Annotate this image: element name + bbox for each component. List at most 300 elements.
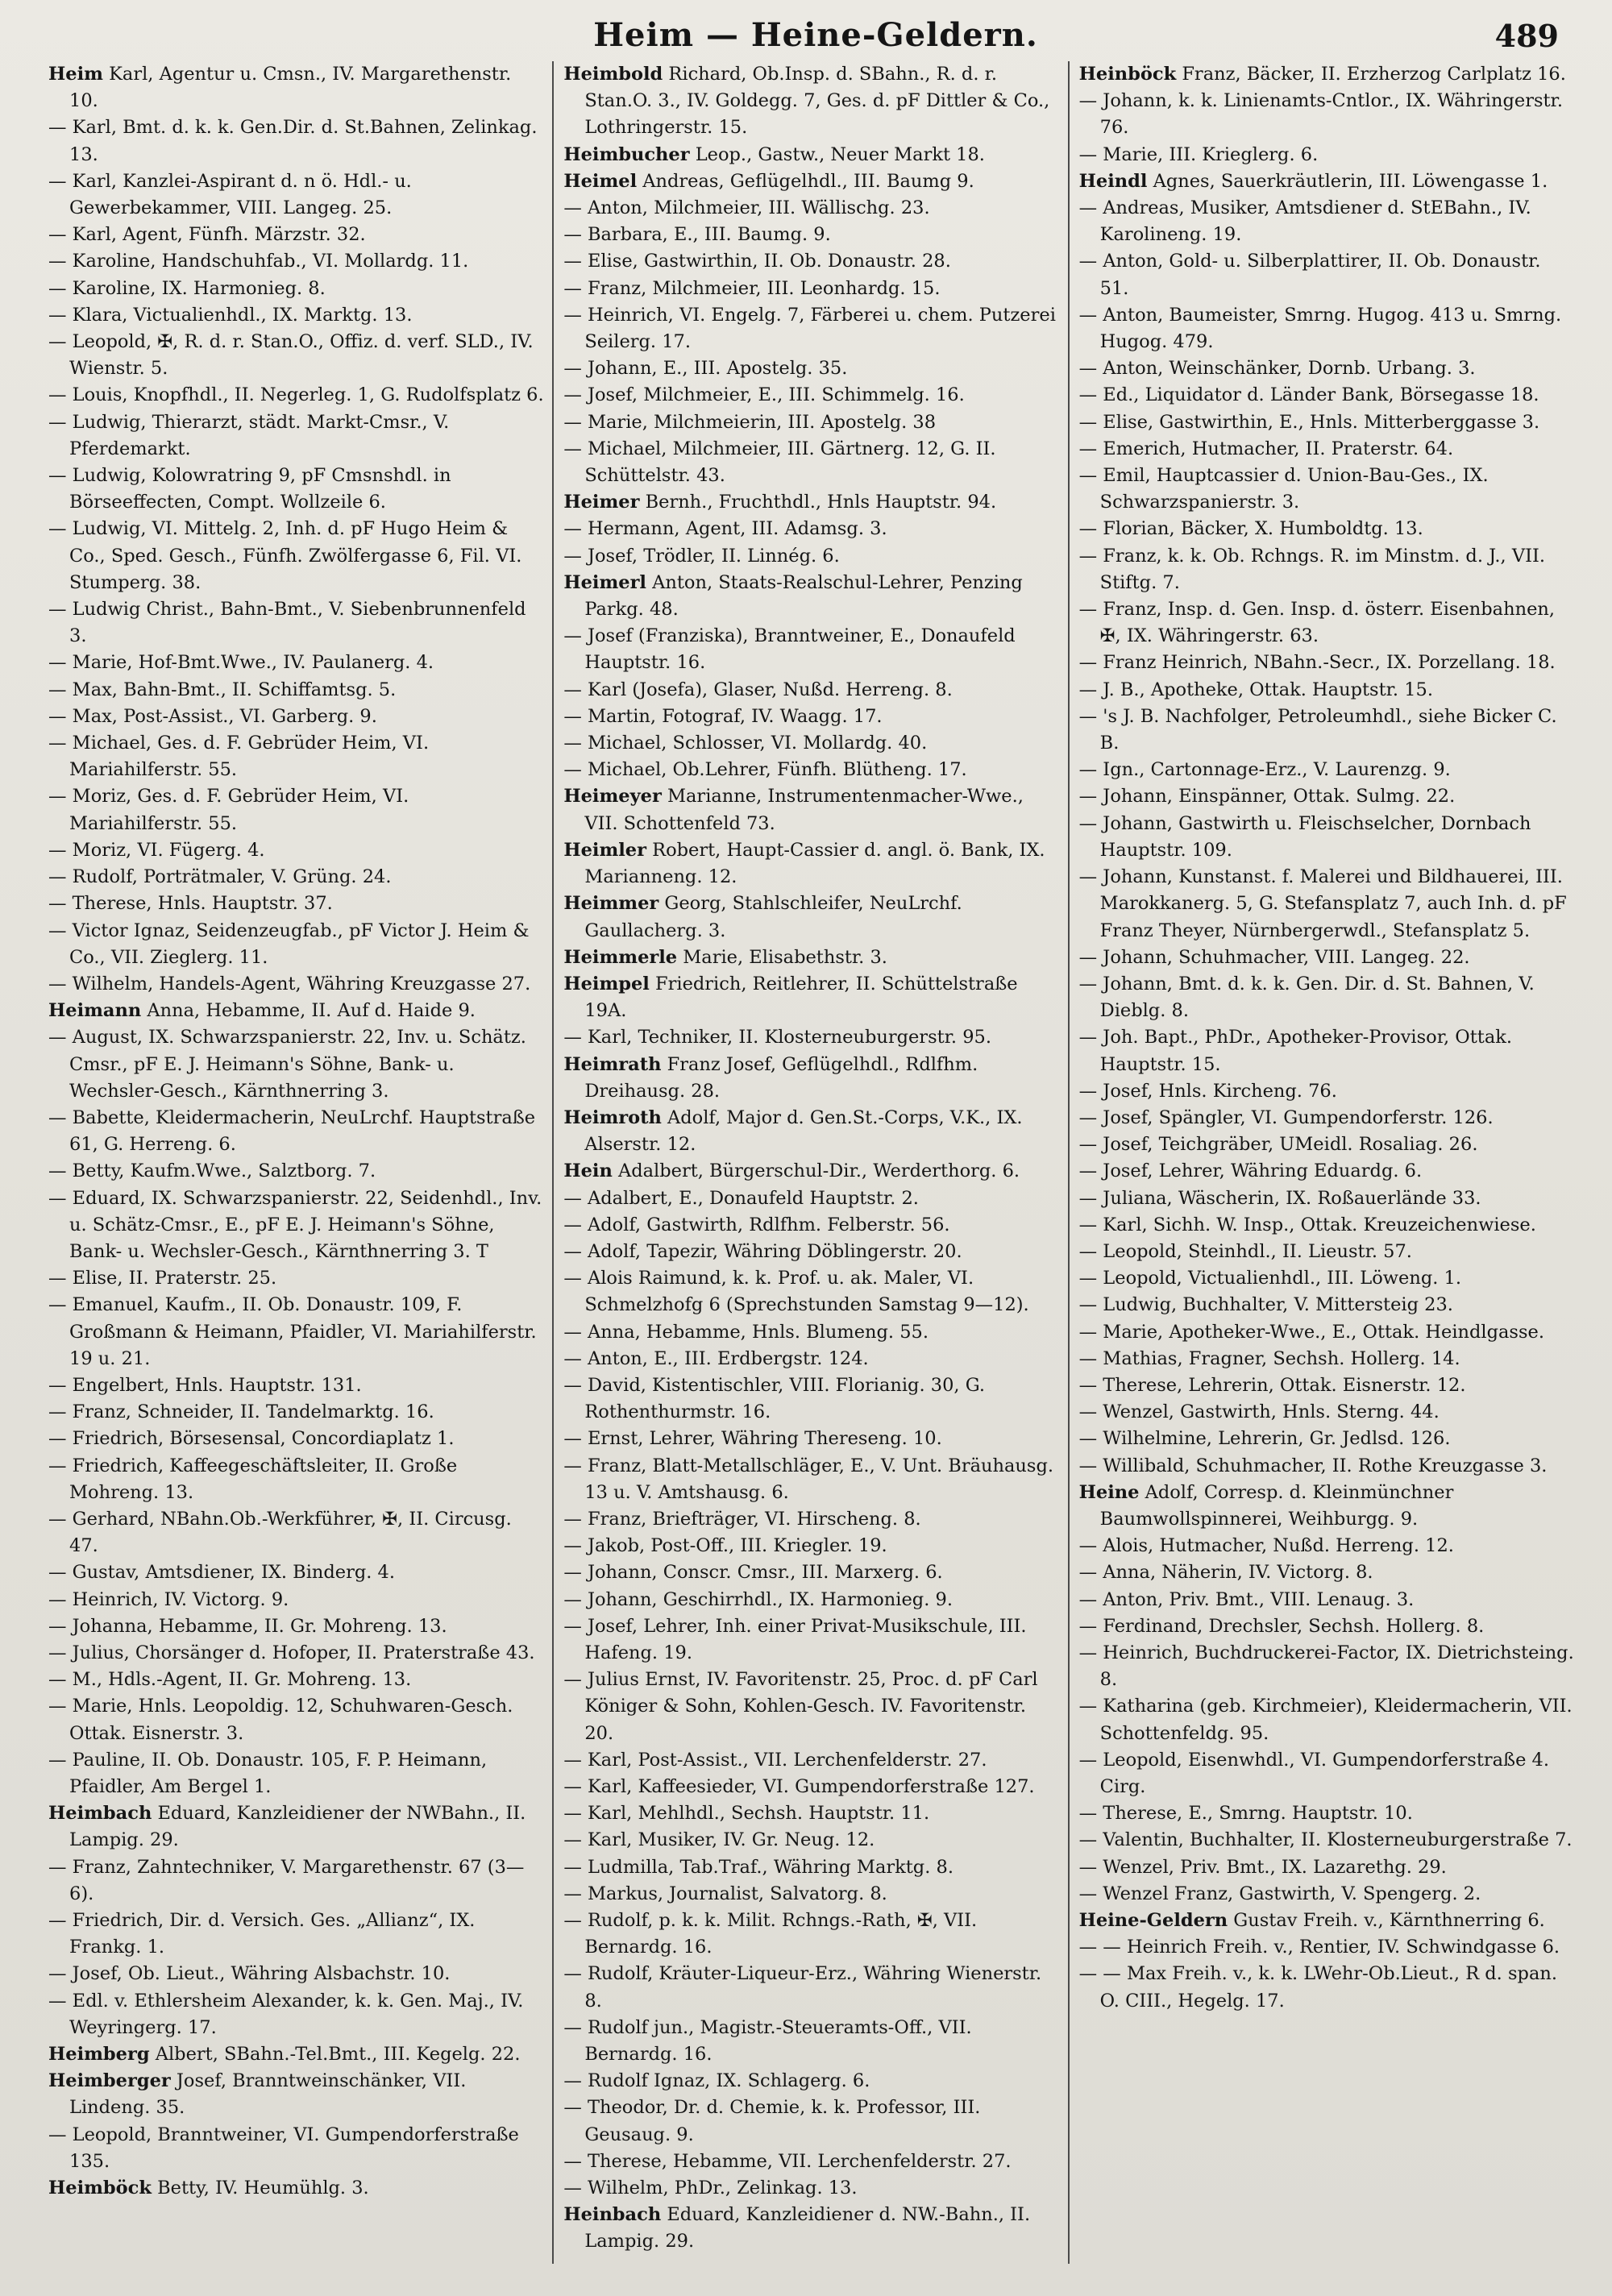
- entry-text: — Michael, Milchmeier, III. Gärtnerg. 12, G. II. Schüttelstr. 43.: [563, 438, 996, 487]
- entry-text: — Therese, Hebamme, VII. Lerchenfelderstr. 27.: [563, 2150, 1012, 2172]
- entry-headword: Heine: [1078, 1481, 1140, 1503]
- entry-headword: Heinböck: [1078, 64, 1177, 85]
- directory-entry: [563, 837, 1059, 891]
- entry-text: — Ed., Liquidator d. Länder Bank, Börsegasse 18.: [1078, 384, 1539, 406]
- directory-entry: [1079, 1800, 1575, 1827]
- directory-entry: [563, 1533, 1059, 1559]
- directory-entry: [48, 1506, 544, 1559]
- entry-text: — Julius Ernst, IV. Favoritenstr. 25, Proc. d. pF Carl Königer & Sohn, Kohlen-Gesch. IV. Favoritenstr. 20.: [563, 1669, 1038, 1744]
- entry-text: — Ign., Cartonnage-Erz., V. Laurenzg. 9.: [1078, 759, 1451, 781]
- entry-headword: Heimann: [48, 1000, 142, 1022]
- entry-text: — Anton, Weinschänker, Dornb. Urbang. 3.: [1078, 358, 1476, 380]
- entry-text: Albert, SBahn.-Tel.Bmt., III. Kegelg. 22.: [149, 2044, 521, 2066]
- entry-text: — Ludmilla, Tab.Traf., Währing Marktg. 8.: [563, 1856, 953, 1878]
- directory-entry: [563, 1881, 1059, 1908]
- directory-entry: [1079, 195, 1575, 248]
- directory-entry: [1079, 1453, 1575, 1480]
- entry-text: — Franz, Blatt-Metallschläger, E., V. Unt. Bräuhausg. 13 u. V. Amtshausg. 6.: [563, 1455, 1053, 1503]
- entry-text: — Franz Heinrich, NBahn.-Secr., IX. Porzellang. 18.: [1078, 652, 1556, 674]
- directory-entry: [563, 543, 1059, 570]
- entry-text: — Anton, Priv. Bmt., VIII. Lenaug. 3.: [1078, 1588, 1415, 1610]
- directory-entry: [48, 2041, 544, 2068]
- directory-entry: [48, 1024, 544, 1105]
- entry-text: — Elise, Gastwirthin, E., Hnls. Mitterberggasse 3.: [1078, 411, 1540, 433]
- entry-text: — Johann, E., III. Apostelg. 35.: [563, 358, 848, 380]
- entry-text: — — Max Freih. v., k. k. LWehr-Ob.Lieut., R d. span. O. CIII., Hegelg. 17.: [1078, 1963, 1557, 2012]
- entry-text: — Rudolf, p. k. k. Milit. Rchngs.-Rath, ✠, VII. Bernardg. 16.: [563, 1910, 978, 1958]
- directory-entry: [563, 1747, 1059, 1774]
- entry-text: — Wilhelm, Handels-Agent, Währing Kreuzgasse 27.: [48, 973, 531, 994]
- directory-entry: [48, 329, 544, 382]
- entry-text: — Karoline, Handschuhfab., VI. Mollardg. 11.: [48, 251, 469, 272]
- directory-entry: [563, 2149, 1059, 2175]
- directory-entry: [48, 2122, 544, 2175]
- directory-entry: [48, 1372, 544, 1399]
- entry-text: — Jakob, Post-Off., III. Kriegler. 19.: [563, 1535, 887, 1557]
- entry-text: — Moriz, Ges. d. F. Gebrüder Heim, VI. Mariahilferstr. 55.: [48, 786, 409, 834]
- entry-text: — Emerich, Hutmacher, II. Praterstr. 64.: [1078, 438, 1454, 459]
- directory-entry: [563, 1453, 1059, 1506]
- entry-text: — Johann, Conscr. Cmsr., III. Marxerg. 6.: [563, 1562, 943, 1584]
- entry-text: — Barbara, E., III. Baumg. 9.: [563, 224, 831, 246]
- entry-text: Georg, Stahlschleifer, NeuLrchf. Gaullacherg. 3.: [584, 893, 962, 941]
- entry-text: Adolf, Major d. Gen.St.-Corps, V.K., IX. Alserstr. 12.: [584, 1106, 1023, 1156]
- entry-headword: Heimrath: [563, 1053, 662, 1075]
- entry-text: — Betty, Kaufm.Wwe., Salztborg. 7.: [48, 1160, 376, 1182]
- entry-text: — Wenzel, Gastwirth, Hnls. Sterng. 44.: [1078, 1401, 1440, 1423]
- entry-text: — Edl. v. Ethlersheim Alexander, k. k. Gen. Maj., IV. Weyringerg. 17.: [48, 1990, 524, 2038]
- directory-entry: [563, 1319, 1059, 1346]
- directory-entry: [48, 516, 544, 596]
- directory-entry: [1079, 1292, 1575, 1318]
- directory-entry: [48, 1265, 544, 1292]
- entry-headword: Heimroth: [563, 1106, 662, 1128]
- entry-text: Agnes, Sauerkräutlerin, III. Löwengasse 1.: [1147, 170, 1548, 192]
- entry-text: — Adalbert, E., Donaufeld Hauptstr. 2.: [563, 1187, 919, 1209]
- entry-text: — Johanna, Hebamme, II. Gr. Mohreng. 13.: [48, 1615, 447, 1637]
- directory-entry: [1079, 382, 1575, 409]
- page-number: 489: [1494, 18, 1559, 54]
- directory-entry: [1079, 945, 1575, 971]
- entry-text: — M., Hdls.-Agent, II. Gr. Mohreng. 13.: [48, 1669, 412, 1691]
- directory-entry: [48, 864, 544, 891]
- entry-text: — Josef, Hnls. Kircheng. 76.: [1078, 1080, 1337, 1102]
- directory-entry: [1079, 1426, 1575, 1452]
- directory-entry: [1079, 142, 1575, 168]
- directory-entry: [48, 1800, 544, 1854]
- directory-entry: [1079, 1854, 1575, 1881]
- entry-text: Robert, Haupt-Cassier d. angl. ö. Bank, IX. Marianneng. 12.: [584, 839, 1045, 888]
- directory-entry: [1079, 1372, 1575, 1399]
- entry-text: Gustav Freih. v., Kärnthnerring 6.: [1228, 1910, 1545, 1932]
- directory-entry: [1079, 1693, 1575, 1746]
- directory-entry: [48, 276, 544, 302]
- directory-entry: [1079, 355, 1575, 382]
- directory-entry: [1079, 409, 1575, 436]
- entry-headword: Heimel: [563, 170, 638, 192]
- entry-text: — Karl, Mehlhdl., Sechsh. Hauptstr. 11.: [563, 1803, 930, 1825]
- directory-entry: [1079, 1827, 1575, 1854]
- directory-entry: [48, 463, 544, 516]
- directory-entry: [563, 1800, 1059, 1827]
- directory-entry: [48, 998, 544, 1024]
- entry-text: — Josef, Spängler, VI. Gumpendorferstr. 126.: [1078, 1106, 1494, 1128]
- entry-text: — Franz, Schneider, II. Tandelmarktg. 16.: [48, 1401, 434, 1423]
- directory-entry: [563, 1426, 1059, 1452]
- entry-text: — Heinrich, Buchdruckerei-Factor, IX. Dietrichsteing. 8.: [1078, 1642, 1574, 1691]
- entry-text: — Johann, k. k. Linienamts-Cntlor., IX. Währingerstr. 76.: [1078, 90, 1563, 139]
- entry-text: — Anton, E., III. Erdbergstr. 124.: [563, 1347, 869, 1369]
- entry-text: — Emanuel, Kaufm., II. Ob. Donaustr. 109, F. Großmann & Heimann, Pfaidler, VI. Mariahilferstr. 19 u. 21.: [48, 1294, 537, 1369]
- directory-entry: [563, 1372, 1059, 1426]
- entry-text: — Ludwig, Buchhalter, V. Mittersteig 23.: [1078, 1294, 1453, 1316]
- directory-entry: [1079, 1265, 1575, 1292]
- directory-entry: [1079, 1399, 1575, 1426]
- entry-text: — Rudolf, Kräuter-Liqueur-Erz., Währing Wienerstr. 8.: [563, 1963, 1042, 2012]
- directory-entry: [1079, 1881, 1575, 1908]
- entry-text: Bernh., Fruchthdl., Hnls Hauptstr. 94.: [639, 492, 997, 513]
- entry-text: — Leopold, Eisenwhdl., VI. Gumpendorferstraße 4. Cirg.: [1078, 1749, 1550, 1797]
- directory-entry: [48, 1854, 544, 1908]
- directory-entry: [1079, 757, 1575, 783]
- directory-entry: [48, 1559, 544, 1586]
- entry-text: — Willibald, Schuhmacher, II. Rothe Kreuzgasse 3.: [1078, 1455, 1548, 1476]
- entry-text: — Leopold, Victualienhdl., III. Löweng. 1.: [1078, 1268, 1462, 1289]
- directory-columns: [48, 61, 1583, 2264]
- directory-entry: [48, 918, 544, 971]
- entry-text: Anna, Hebamme, II. Auf d. Haide 9.: [141, 1000, 476, 1022]
- entry-text: Karl, Agentur u. Cmsn., IV. Margarethenstr. 10.: [69, 64, 512, 112]
- entry-text: — Julius, Chorsänger d. Hofoper, II. Praterstraße 43.: [48, 1642, 535, 1663]
- directory-entry: [48, 1693, 544, 1746]
- entry-text: — Marie, Hof-Bmt.Wwe., IV. Paulanerg. 4.: [48, 652, 434, 674]
- directory-entry: [563, 302, 1059, 355]
- entry-headword: Heimbold: [563, 64, 663, 85]
- directory-entry: [563, 1854, 1059, 1881]
- entry-text: Anton, Staats-Realschul-Lehrer, Penzing Parkg. 48.: [584, 571, 1023, 621]
- entry-text: Adalbert, Bürgerschul-Dir., Werderthorg. 6.: [612, 1160, 1020, 1182]
- directory-entry: [563, 891, 1059, 944]
- directory-entry: [563, 248, 1059, 275]
- entry-headword: Heimmerle: [563, 946, 678, 968]
- entry-text: — Josef, Teichgräber, UMeidl. Rosaliag. 26.: [1078, 1134, 1478, 1156]
- entry-text: — Karl, Musiker, IV. Gr. Neug. 12.: [563, 1829, 875, 1851]
- entry-text: — Klara, Victualienhdl., IX. Marktg. 13.: [48, 304, 413, 326]
- directory-entry: [563, 1667, 1059, 1747]
- directory-entry: [563, 1052, 1059, 1105]
- directory-entry: [48, 409, 544, 463]
- directory-entry: [48, 1988, 544, 2041]
- entry-text: — J. B., Apotheke, Ottak. Hauptstr. 15.: [1078, 679, 1433, 700]
- directory-entry: [1079, 516, 1575, 542]
- entry-text: — Marie, III. Krieglerg. 6.: [1078, 143, 1319, 165]
- entry-text: — Joh. Bapt., PhDr., Apotheker-Provisor, Ottak. Hauptstr. 15.: [1078, 1027, 1513, 1075]
- entry-text: — Ludwig, Thierarzt, städt. Markt-Cmsr., V. Pferdemarkt.: [48, 411, 450, 459]
- entry-text: — Victor Ignaz, Seidenzeugfab., pF Victor J. Heim & Co., VII. Zieglerg. 11.: [48, 920, 530, 968]
- entry-text: — Wilhelmine, Lehrerin, Gr. Jedlsd. 126.: [1078, 1428, 1451, 1450]
- entry-text: — Adolf, Tapezir, Währing Döblingerstr. 20.: [563, 1240, 962, 1262]
- directory-entry: [563, 222, 1059, 248]
- directory-entry: [563, 436, 1059, 489]
- directory-entry: [563, 1613, 1059, 1667]
- entry-text: — Martin, Fotograf, IV. Waagg. 17.: [563, 705, 883, 727]
- entry-headword: Heimbucher: [563, 143, 690, 165]
- entry-text: — Michael, Ob.Lehrer, Fünfh. Blütheng. 17.: [563, 759, 967, 781]
- entry-headword: Heimeyer: [563, 786, 662, 808]
- directory-entry: [48, 650, 544, 676]
- entry-text: Andreas, Geflügelhdl., III. Baumg 9.: [637, 170, 974, 192]
- directory-entry: [1079, 650, 1575, 676]
- entry-text: — Josef (Franziska), Branntweiner, E., Donaufeld Hauptstr. 16.: [563, 625, 1016, 674]
- directory-entry: [48, 1667, 544, 1693]
- directory-entry: [48, 837, 544, 864]
- entry-text: — Juliana, Wäscherin, IX. Roßauerlände 33.: [1078, 1187, 1481, 1209]
- directory-entry: [48, 677, 544, 704]
- directory-entry: [563, 1212, 1059, 1239]
- entry-headword: Heimerl: [563, 571, 646, 593]
- entry-text: — Rudolf jun., Magistr.-Steueramts-Off., VII. Bernardg. 16.: [563, 2016, 972, 2066]
- directory-entry: [563, 409, 1059, 436]
- entry-text: — Franz, k. k. Ob. Rchngs. R. im Minstm. d. J., VII. Stiftg. 7.: [1078, 545, 1546, 593]
- entry-text: Richard, Ob.Insp. d. SBahn., R. d. r. Stan.O. 3., IV. Goldegg. 7, Ges. d. pF Dittler & Co., Lothringerstr. 15.: [584, 64, 1050, 139]
- directory-entry: [48, 1747, 544, 1800]
- entry-text: — Franz, Milchmeier, III. Leonhardg. 15.: [563, 277, 941, 299]
- entry-text: — Johann, Geschirrhdl., IX. Harmonieg. 9.: [563, 1588, 953, 1610]
- directory-entry: [563, 2202, 1059, 2255]
- directory-entry: [563, 730, 1059, 757]
- entry-headword: Heinbach: [563, 2204, 662, 2226]
- directory-entry: [1079, 1131, 1575, 1158]
- directory-entry: [1079, 248, 1575, 301]
- directory-entry: [48, 1292, 544, 1372]
- entry-text: — Franz, Briefträger, VI. Hirscheng. 8.: [563, 1508, 921, 1530]
- page-header: [48, 8, 1583, 58]
- entry-text: — Anna, Hebamme, Hnls. Blumeng. 55.: [563, 1321, 929, 1343]
- directory-entry: [48, 1961, 544, 1987]
- directory-entry: [1079, 1747, 1575, 1800]
- entry-text: — 's J. B. Nachfolger, Petroleumhdl., siehe Bicker C. B.: [1078, 705, 1557, 754]
- entry-text: — Pauline, II. Ob. Donaustr. 105, F. P. Heimann, Pfaidler, Am Bergel 1.: [48, 1749, 488, 1797]
- column-left: [48, 61, 552, 2264]
- directory-entry: [563, 355, 1059, 382]
- entry-text: Marie, Elisabethstr. 3.: [677, 946, 887, 968]
- entry-text: — Karl, Kaffeesieder, VI. Gumpendorferstraße 127.: [563, 1776, 1035, 1797]
- entry-text: — Franz, Insp. d. Gen. Insp. d. österr. Eisenbahnen, ✠, IX. Währingerstr. 63.: [1078, 599, 1556, 647]
- directory-entry: [563, 516, 1059, 542]
- entry-text: — Ludwig, Kolowratring 9, pF Cmsnshdl. in Börseeffecten, Compt. Wollzeile 6.: [48, 465, 451, 513]
- directory-entry: [1079, 1078, 1575, 1105]
- entry-text: — Moriz, VI. Fügerg. 4.: [48, 839, 265, 861]
- directory-entry: [1079, 1908, 1575, 1934]
- entry-text: — Rudolf Ignaz, IX. Schlagerg. 6.: [563, 2070, 870, 2092]
- directory-entry: [48, 783, 544, 837]
- entry-text: — Johann, Gastwirth u. Fleischselcher, Dornbach Hauptstr. 109.: [1078, 812, 1531, 861]
- directory-entry: [1079, 1533, 1575, 1559]
- directory-entry: [563, 1024, 1059, 1051]
- column-middle: [552, 61, 1067, 2264]
- directory-entry: [1079, 543, 1575, 596]
- directory-entry: [1079, 1587, 1575, 1613]
- directory-entry: [563, 1827, 1059, 1854]
- entry-text: — Johann, Bmt. d. k. k. Gen. Dir. d. St. Bahnen, V. Dieblg. 8.: [1078, 973, 1535, 1022]
- entry-headword: Heimler: [563, 839, 646, 861]
- entry-text: — Karl, Agent, Fünfh. Märzstr. 32.: [48, 224, 366, 246]
- entry-text: — Karl, Techniker, II. Klosterneuburgerstr. 95.: [563, 1027, 992, 1048]
- entry-text: — Karl, Bmt. d. k. k. Gen.Dir. d. St.Bahnen, Zelinkag. 13.: [48, 117, 538, 165]
- entry-text: — Anton, Gold- u. Silberplattirer, II. Ob. Donaustr. 51.: [1078, 251, 1541, 299]
- directory-entry: [48, 1399, 544, 1426]
- entry-text: — Franz, Zahntechniker, V. Margarethenstr. 67 (3—6).: [48, 1856, 525, 1904]
- directory-entry: [48, 1105, 544, 1158]
- directory-entry: [1079, 1212, 1575, 1239]
- directory-entry: [1079, 436, 1575, 463]
- directory-entry: [1079, 1319, 1575, 1346]
- directory-entry: [1079, 1158, 1575, 1185]
- directory-entry: [563, 1346, 1059, 1372]
- directory-entry: [1079, 1934, 1575, 1961]
- entry-text: — Marie, Hnls. Leopoldig. 12, Schuhwaren-Gesch. Ottak. Eisnerstr. 3.: [48, 1696, 513, 1744]
- directory-entry: [563, 1908, 1059, 1961]
- entry-text: — Theodor, Dr. d. Chemie, k. k. Professor, III. Geusaug. 9.: [563, 2097, 981, 2145]
- directory-entry: [48, 971, 544, 998]
- directory-entry: [48, 1613, 544, 1640]
- directory-entry: [1079, 864, 1575, 945]
- directory-entry: [48, 1908, 544, 1961]
- directory-entry: [1079, 1024, 1575, 1077]
- entry-text: — Karl, Sichh. W. Insp., Ottak. Kreuzeichenwiese.: [1078, 1214, 1536, 1235]
- entry-text: — Marie, Apotheker-Wwe., E., Ottak. Heindlgasse.: [1078, 1321, 1544, 1343]
- entry-text: Josef, Branntweinschänker, VII. Lindeng. 35.: [69, 2070, 467, 2119]
- directory-entry: [563, 2015, 1059, 2068]
- entry-text: — Eduard, IX. Schwarzspanierstr. 22, Seidenhdl., Inv. u. Schätz-Cmsr., E., pF E. J. Heimann's Söhne, Bank- u. Wechsler-Gesch., Kärnthnerring 3. T: [48, 1187, 542, 1262]
- entry-text: — Wenzel Franz, Gastwirth, V. Spengerg. 2.: [1078, 1883, 1481, 1904]
- directory-entry: [563, 1961, 1059, 2014]
- entry-text: Adolf, Corresp. d. Kleinmünchner Baumwollspinnerei, Weihburgg. 9.: [1099, 1481, 1454, 1530]
- entry-text: Franz Josef, Geflügelhdl., Rdlfhm. Dreihausg. 28.: [584, 1053, 978, 1102]
- entry-text: — Adolf, Gastwirth, Rdlfhm. Felberstr. 56.: [563, 1214, 950, 1235]
- entry-text: — Johann, Schuhmacher, VIII. Langeg. 22.: [1078, 946, 1470, 968]
- directory-entry: [1079, 463, 1575, 516]
- entry-headword: Heindl: [1078, 170, 1148, 192]
- directory-entry: [563, 677, 1059, 704]
- directory-entry: [48, 382, 544, 409]
- entry-text: — Gerhard, NBahn.Ob.-Werkführer, ✠, II. Circusg. 47.: [48, 1508, 512, 1557]
- entry-text: — Josef, Ob. Lieut., Währing Alsbachstr. 10.: [48, 1963, 451, 1985]
- entry-headword: Heine-Geldern: [1078, 1910, 1228, 1932]
- entry-text: — Ferdinand, Drechsler, Sechsh. Hollerg. 8.: [1078, 1615, 1485, 1637]
- entry-text: — Josef, Trödler, II. Linnég. 6.: [563, 545, 840, 567]
- directory-entry: [1079, 168, 1575, 195]
- entry-text: — Michael, Schlosser, VI. Mollardg. 40.: [563, 733, 928, 754]
- entry-headword: Heim: [48, 64, 103, 85]
- entry-text: — Florian, Bäcker, X. Humboldtg. 13.: [1078, 518, 1423, 540]
- directory-entry: [1079, 677, 1575, 704]
- entry-text: Betty, IV. Heumühlg. 3.: [151, 2178, 369, 2199]
- entry-text: — Friedrich, Dir. d. Versich. Ges. „Allianz“, IX. Frankg. 1.: [48, 1910, 476, 1958]
- directory-entry: [563, 1506, 1059, 1533]
- entry-headword: Heimbach: [48, 1803, 152, 1825]
- entry-text: — Valentin, Buchhalter, II. Klosterneuburgerstraße 7.: [1078, 1829, 1573, 1851]
- directory-entry: [48, 1158, 544, 1185]
- directory-entry: [563, 570, 1059, 623]
- directory-entry: [563, 382, 1059, 409]
- directory-entry: [1079, 596, 1575, 650]
- directory-entry: [1079, 1239, 1575, 1265]
- directory-entry: [48, 891, 544, 917]
- entry-text: — August, IX. Schwarzspanierstr. 22, Inv. u. Schätz. Cmsr., pF E. J. Heimann's Söhne, Bank- u. Wechsler-Gesch., Kärnthnerring 3.: [48, 1027, 526, 1102]
- entry-text: — Therese, E., Smrng. Hauptstr. 10.: [1078, 1803, 1413, 1825]
- directory-entry: [563, 783, 1059, 837]
- directory-entry: [563, 971, 1059, 1024]
- directory-entry: [48, 596, 544, 650]
- entry-text: — Friedrich, Börsesensal, Concordiaplatz 1.: [48, 1428, 455, 1450]
- entry-text: Leop., Gastw., Neuer Markt 18.: [689, 143, 985, 165]
- entry-text: — Leopold, Branntweiner, VI. Gumpendorferstraße 135.: [48, 2124, 519, 2172]
- directory-entry: [563, 2068, 1059, 2095]
- directory-entry: [563, 1105, 1059, 1158]
- entry-text: — Therese, Lehrerin, Ottak. Eisnerstr. 12.: [1078, 1374, 1466, 1396]
- entry-text: — Johann, Einspänner, Ottak. Sulmg. 22.: [1078, 786, 1456, 808]
- entry-text: — Heinrich, VI. Engelg. 7, Färberei u. chem. Putzerei Seilerg. 17.: [563, 304, 1056, 353]
- directory-entry: [1079, 1105, 1575, 1131]
- entry-text: — Elise, II. Praterstr. 25.: [48, 1268, 277, 1289]
- directory-entry: [1079, 783, 1575, 810]
- directory-entry: [1079, 1480, 1575, 1533]
- entry-text: — Therese, Hnls. Hauptstr. 37.: [48, 893, 333, 915]
- entry-text: — Wilhelm, PhDr., Zelinkag. 13.: [563, 2178, 858, 2199]
- entry-text: — Engelbert, Hnls. Hauptstr. 131.: [48, 1374, 362, 1396]
- entry-text: — Karl, Kanzlei-Aspirant d. n ö. Hdl.- u. Gewerbekammer, VIII. Langeg. 25.: [48, 170, 412, 219]
- entry-text: — Rudolf, Porträtmaler, V. Grüng. 24.: [48, 866, 392, 888]
- directory-entry: [48, 302, 544, 329]
- entry-text: — Katharina (geb. Kirchmeier), Kleidermacherin, VII. Schottenfeldg. 95.: [1078, 1696, 1573, 1744]
- entry-headword: Heimpel: [563, 973, 650, 994]
- directory-entry: [1079, 1346, 1575, 1372]
- entry-text: — Wenzel, Priv. Bmt., IX. Lazarethg. 29.: [1078, 1856, 1447, 1878]
- directory-entry: [1079, 811, 1575, 864]
- directory-entry: [563, 195, 1059, 222]
- entry-text: — Friedrich, Kaffeegeschäftsleiter, II. Große Mohreng. 13.: [48, 1455, 458, 1503]
- directory-entry: [563, 757, 1059, 783]
- directory-entry: [48, 168, 544, 222]
- entry-text: Marianne, Instrumentenmacher-Wwe., VII. Schottenfeld 73.: [584, 786, 1024, 834]
- entry-text: Eduard, Kanzleidiener der NWBahn., II. Lampig. 29.: [69, 1803, 526, 1851]
- directory-entry: [1079, 1961, 1575, 2014]
- directory-entry: [563, 1559, 1059, 1586]
- entry-text: — Andreas, Musiker, Amtsdiener d. StEBahn., IV. Karolineng. 19.: [1078, 197, 1531, 246]
- entry-text: — Josef, Milchmeier, E., III. Schimmelg. 16.: [563, 384, 965, 406]
- directory-entry: [563, 623, 1059, 676]
- directory-entry: [48, 2175, 544, 2202]
- entry-headword: Heimmer: [563, 893, 659, 915]
- entry-text: — Alois, Hutmacher, Nußd. Herreng. 12.: [1078, 1535, 1454, 1557]
- entry-text: — Karoline, IX. Harmonieg. 8.: [48, 277, 326, 299]
- entry-text: — Hermann, Agent, III. Adamsg. 3.: [563, 518, 887, 540]
- directory-entry: [48, 1587, 544, 1613]
- directory-entry: [563, 142, 1059, 168]
- entry-text: — Ernst, Lehrer, Währing Thereseng. 10.: [563, 1428, 942, 1450]
- directory-entry: [1079, 1640, 1575, 1693]
- entry-text: — Anna, Näherin, IV. Victorg. 8.: [1078, 1562, 1373, 1584]
- directory-entry: [563, 704, 1059, 730]
- directory-entry: [1079, 1559, 1575, 1586]
- entry-text: — Max, Post-Assist., VI. Garberg. 9.: [48, 705, 377, 727]
- entry-text: — Josef, Lehrer, Inh. einer Privat-Musikschule, III. Hafeng. 19.: [563, 1615, 1027, 1663]
- directory-entry: [48, 2068, 544, 2121]
- column-right: [1068, 61, 1583, 2264]
- directory-entry: [563, 1587, 1059, 1613]
- directory-entry: [563, 168, 1059, 195]
